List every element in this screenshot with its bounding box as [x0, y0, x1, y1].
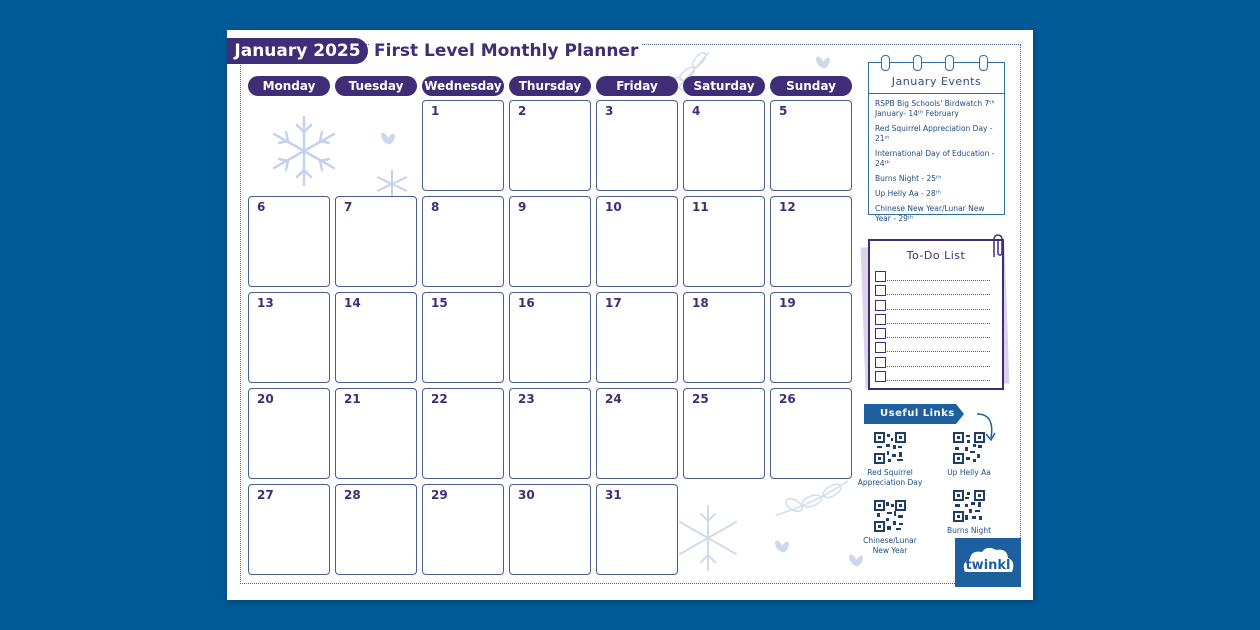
page-title: First Level Monthly Planner [370, 41, 642, 61]
qr-code-icon [874, 432, 906, 464]
event-item: RSPB Big Schools' Birdwatch 7ᵗʰ January- 14ᵗʰ February [875, 99, 995, 118]
month-label: January 2025 [227, 38, 368, 64]
qr-link-burns-night[interactable] [934, 490, 1004, 536]
todo-checkbox[interactable] [875, 314, 886, 325]
day-number: 10 [605, 200, 622, 214]
event-item: Up Helly Aa - 28ᵗʰ [875, 189, 941, 198]
qr-link-chinese-new-year[interactable] [855, 500, 925, 556]
todo-line[interactable] [887, 351, 990, 352]
todo-title: To-Do List [906, 249, 966, 262]
todo-line[interactable] [887, 294, 990, 295]
day-number: 25 [692, 392, 709, 406]
day-number: 19 [779, 296, 796, 310]
todo-checkbox[interactable] [875, 371, 886, 382]
day-cell[interactable] [509, 292, 591, 383]
day-cell[interactable] [770, 196, 852, 287]
january-events-panel [868, 62, 1005, 223]
todo-checkbox[interactable] [875, 342, 886, 353]
day-number: 20 [257, 392, 274, 406]
day-number: 21 [344, 392, 361, 406]
brand-name: twinkl [965, 558, 1011, 573]
qr-code-icon [953, 432, 985, 464]
day-number: 12 [779, 200, 796, 214]
qr-label: Burns Night [946, 526, 992, 535]
todo-row [870, 270, 1002, 284]
day-cell[interactable] [770, 100, 852, 191]
day-header-sunday: Sunday [770, 76, 852, 96]
day-cell[interactable] [335, 292, 417, 383]
day-cell[interactable] [248, 484, 330, 575]
qr-code-icon [953, 490, 985, 522]
snowflake-icon [269, 113, 339, 189]
todo-row [870, 341, 1002, 355]
day-number: 6 [257, 200, 266, 214]
todo-checkbox[interactable] [875, 300, 886, 311]
day-cell[interactable] [596, 484, 678, 575]
todo-checkbox[interactable] [875, 328, 886, 339]
day-number: 17 [605, 296, 622, 310]
leaf-icon [377, 128, 399, 150]
event-item: Burns Night - 25ᵗʰ [875, 174, 942, 183]
day-number: 13 [257, 296, 274, 310]
day-cell[interactable] [248, 292, 330, 383]
day-header-saturday: Saturday [683, 76, 765, 96]
day-header-tuesday: Tuesday [335, 76, 417, 96]
day-cell[interactable] [770, 388, 852, 479]
day-number: 11 [692, 200, 709, 214]
leaf-sprig-icon [772, 475, 852, 521]
todo-line[interactable] [887, 366, 990, 367]
day-cell[interactable] [248, 388, 330, 479]
todo-line[interactable] [887, 309, 990, 310]
day-cell[interactable] [509, 388, 591, 479]
todo-checkbox[interactable] [875, 285, 886, 296]
day-cell[interactable] [335, 196, 417, 287]
qr-link-red-squirrel[interactable] [855, 432, 925, 488]
day-cell[interactable] [596, 196, 678, 287]
day-cell[interactable] [509, 196, 591, 287]
day-number: 7 [344, 200, 353, 214]
binder-ring-icon [913, 55, 922, 71]
day-cell[interactable] [422, 484, 504, 575]
day-cell[interactable] [683, 196, 765, 287]
day-number: 16 [518, 296, 535, 310]
day-cell[interactable] [248, 196, 330, 287]
todo-row [870, 327, 1002, 341]
day-number: 2 [518, 104, 527, 118]
event-item: Red Squirrel Appreciation Day - 21ˢᵗ [875, 124, 993, 143]
todo-list-panel [868, 239, 1004, 390]
day-number: 26 [779, 392, 796, 406]
day-header-wednesday: Wednesday [422, 76, 504, 96]
day-number: 28 [344, 488, 361, 502]
binder-ring-icon [945, 55, 954, 71]
todo-checkbox[interactable] [875, 271, 886, 282]
day-cell[interactable] [596, 100, 678, 191]
day-number: 24 [605, 392, 622, 406]
day-cell[interactable] [683, 388, 765, 479]
todo-row [870, 313, 1002, 327]
day-cell[interactable] [683, 100, 765, 191]
day-number: 31 [605, 488, 622, 502]
event-item: International Day of Education - 24ᵗʰ [875, 149, 995, 168]
todo-checkbox[interactable] [875, 357, 886, 368]
qr-label: Up Helly Aa [947, 468, 991, 477]
event-item: Chinese New Year/Lunar New Year - 29ᵗʰ [875, 204, 985, 223]
day-cell[interactable] [422, 292, 504, 383]
day-number: 22 [431, 392, 448, 406]
binder-ring-icon [979, 55, 988, 71]
events-title: January Events [869, 75, 1004, 94]
day-number: 8 [431, 200, 440, 214]
day-header-monday: Monday [248, 76, 330, 96]
day-cell[interactable] [422, 388, 504, 479]
day-number: 5 [779, 104, 788, 118]
todo-line[interactable] [887, 380, 990, 381]
useful-links-title: Useful Links [864, 404, 956, 424]
qr-code-icon [874, 500, 906, 532]
day-cell[interactable] [335, 388, 417, 479]
todo-line[interactable] [887, 280, 990, 281]
day-number: 15 [431, 296, 448, 310]
todo-line[interactable] [887, 337, 990, 338]
cloud-logo-icon [955, 538, 1021, 587]
snowflake-icon [676, 502, 740, 574]
day-cell[interactable] [509, 100, 591, 191]
day-cell[interactable] [770, 292, 852, 383]
binder-ring-icon [881, 55, 890, 71]
todo-row [870, 370, 1002, 384]
day-cell[interactable] [596, 388, 678, 479]
todo-row [870, 356, 1002, 370]
leaf-icon [812, 52, 834, 74]
day-number: 27 [257, 488, 274, 502]
day-number: 30 [518, 488, 535, 502]
twinkl-logo [955, 538, 1021, 587]
todo-line[interactable] [887, 323, 990, 324]
day-cell[interactable] [422, 100, 504, 191]
qr-link-up-helly-aa[interactable] [934, 432, 1004, 478]
day-number: 3 [605, 104, 614, 118]
day-number: 23 [518, 392, 535, 406]
day-cell[interactable] [596, 292, 678, 383]
planner-sheet [227, 30, 1033, 600]
day-number: 1 [431, 104, 440, 118]
day-cell[interactable] [683, 292, 765, 383]
qr-label: Red Squirrel Appreciation Day [857, 468, 923, 487]
day-header-friday: Friday [596, 76, 678, 96]
todo-row [870, 284, 1002, 298]
qr-label: Chinese/Lunar New Year [863, 536, 917, 555]
day-cell[interactable] [335, 484, 417, 575]
day-number: 9 [518, 200, 527, 214]
day-header-thursday: Thursday [509, 76, 591, 96]
day-number: 4 [692, 104, 701, 118]
day-number: 29 [431, 488, 448, 502]
todo-row [870, 299, 1002, 313]
paperclip-icon [988, 233, 1008, 259]
leaf-icon [771, 536, 793, 558]
day-number: 18 [692, 296, 709, 310]
day-number: 14 [344, 296, 361, 310]
day-cell[interactable] [422, 196, 504, 287]
day-cell[interactable] [509, 484, 591, 575]
